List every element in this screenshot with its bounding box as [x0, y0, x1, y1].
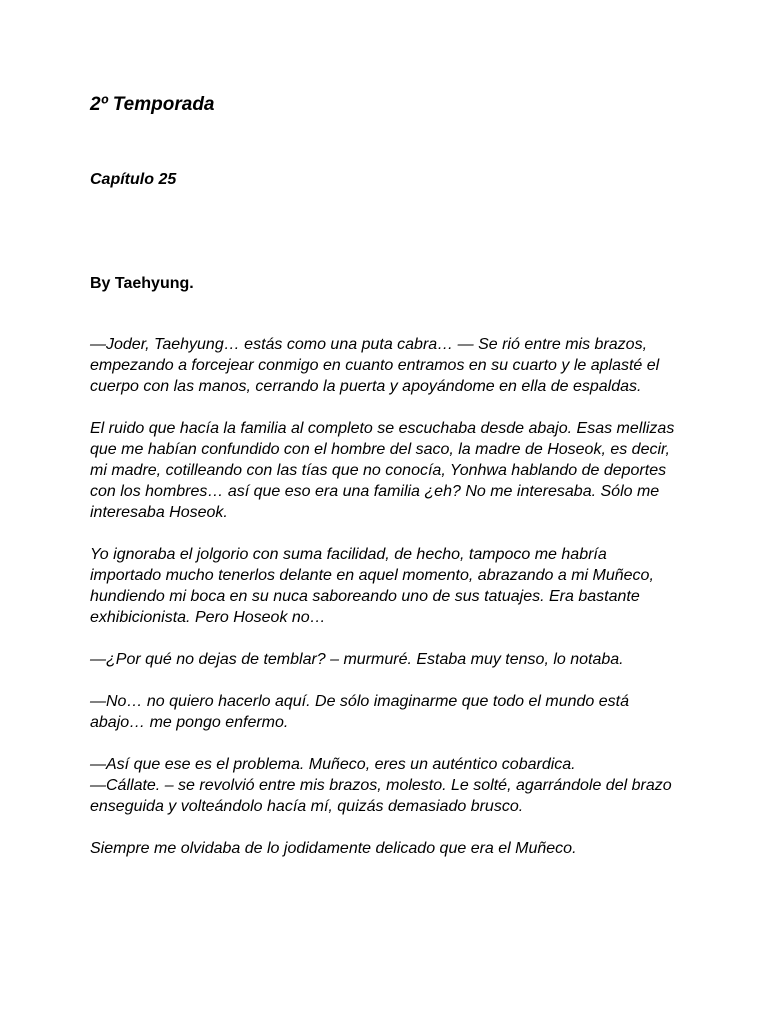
season-title: 2º Temporada	[90, 94, 215, 115]
chapter-title: Capítulo 25	[90, 171, 177, 188]
story-body	[90, 334, 680, 880]
paragraph: Yo ignoraba el jolgorio con suma facilidad, de hecho, tampoco me habría importado mucho tenerlos delante en aquel momento, abrazando a mi Muñeco, hundiendo mi boca en su nuca saboreando uno de sus tatuajes. Era bastante exhibicionista. Pero Hoseok no…	[90, 546, 654, 626]
paragraph: —No… no quiero hacerlo aquí. De sólo imaginarme que todo el mundo está abajo… me pongo enfermo.	[90, 693, 629, 731]
paragraph: El ruido que hacía la familia al completo se escuchaba desde abajo. Esas mellizas que me habían confundido con el hombre del saco, la madre de Hoseok, es decir, mi madre, cotilleando con las tías que no conocía, Yonhwa hablando de deportes con los hombres… así que eso era una familia ¿eh? No me interesaba. Sólo me interesaba Hoseok.	[90, 420, 675, 521]
paragraph: —Cállate. – se revolvió entre mis brazos, molesto. Le solté, agarrándole del brazo enseguida y volteándolo hacía mí, quizás demasiado brusco.	[90, 777, 672, 815]
paragraph: Siempre me olvidaba de lo jodidamente delicado que era el Muñeco.	[90, 840, 577, 857]
byline: By Taehyung.	[90, 275, 194, 292]
paragraph: —Así que ese es el problema. Muñeco, eres un auténtico cobardica.	[90, 756, 576, 773]
paragraph: —Joder, Taehyung… estás como una puta cabra… — Se rió entre mis brazos, empezando a forcejear conmigo en cuanto entramos en su cuarto y le aplasté el cuerpo con las manos, cerrando la puerta y apoyándome en ella de espaldas.	[90, 336, 660, 395]
paragraph: —¿Por qué no dejas de temblar? – murmuré. Estaba muy tenso, lo notaba.	[90, 651, 624, 668]
